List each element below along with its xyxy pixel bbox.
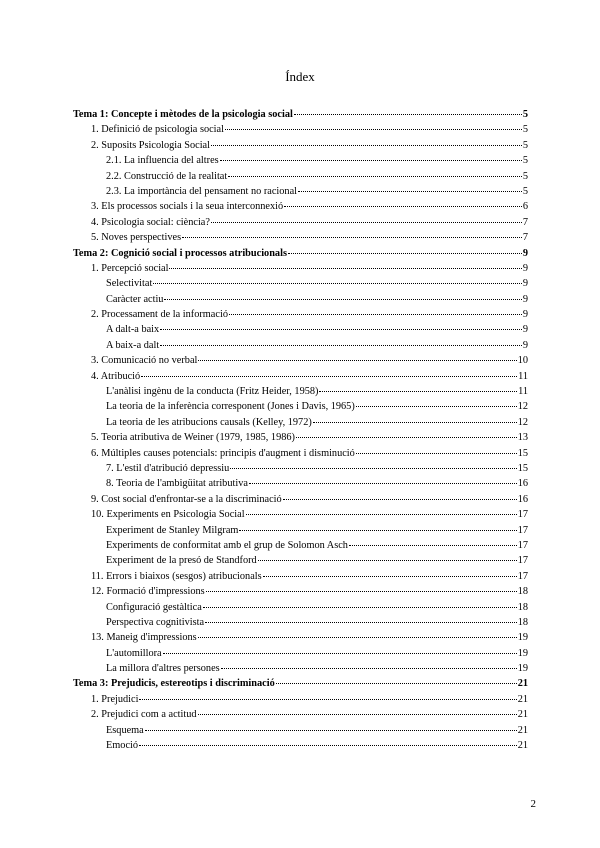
toc-dot-leader: [169, 268, 521, 269]
toc-entry[interactable]: [73, 692, 528, 707]
toc-entry[interactable]: [73, 723, 528, 738]
toc-entry-label: Configuració gestàltica: [106, 601, 202, 613]
toc-entry-page: 9: [522, 339, 528, 351]
toc-entry-page: 9: [522, 309, 528, 321]
toc-entry[interactable]: [73, 707, 528, 722]
toc-dot-leader: [263, 576, 517, 577]
toc-entry[interactable]: [73, 153, 528, 168]
toc-entry[interactable]: [73, 292, 528, 307]
toc-entry[interactable]: [73, 430, 528, 445]
toc-entry-label: 2.3. La importància del pensament no racional: [106, 185, 297, 197]
toc-entry-label: La millora d'altres persones: [106, 663, 220, 675]
toc-entry-label: A dalt-a baix: [106, 324, 160, 336]
toc-entry-label: 2. Prejudici com a actitud: [91, 709, 197, 721]
toc-entry-page: 17: [517, 524, 528, 536]
toc-entry-label: L'automillora: [106, 647, 162, 659]
toc-entry-page: 21: [517, 724, 528, 736]
toc-dot-leader: [153, 283, 522, 284]
toc-dot-leader: [288, 253, 522, 254]
toc-entry-page: 5: [522, 185, 528, 197]
toc-entry-page: 18: [517, 586, 528, 598]
toc-entry-page: 5: [522, 139, 528, 151]
toc-entry-label: 11. Errors i biaixos (sesgos) atribucionals: [91, 570, 262, 582]
toc-entry-label: 4. Atribució: [91, 370, 141, 382]
toc-entry-label: La teoria de les atribucions causals (Kelley, 1972): [106, 416, 312, 428]
toc-entry[interactable]: [73, 492, 528, 507]
toc-entry-label: Caràcter actiu: [106, 293, 164, 305]
toc-entry[interactable]: [73, 461, 528, 476]
toc-entry-label: Tema 1: Concepte i mètodes de la psicologia social: [73, 109, 293, 120]
toc-dot-leader: [198, 637, 517, 638]
toc-dot-leader: [298, 191, 522, 192]
toc-entry-page: 17: [517, 509, 528, 521]
toc-entry[interactable]: [73, 261, 528, 276]
toc-entry-label: 3. Comunicació no verbal: [91, 355, 198, 367]
toc-dot-leader: [283, 499, 517, 500]
toc-entry-page: 7: [522, 232, 528, 244]
toc-entry-page: 9: [522, 324, 528, 336]
toc-dot-leader: [239, 530, 516, 531]
toc-entry-page: 6: [522, 201, 528, 213]
toc-entry-label: 5. Noves perspectives: [91, 232, 182, 244]
toc-dot-leader: [228, 176, 522, 177]
toc-dot-leader: [182, 237, 522, 238]
toc-entry-label: 1. Definició de psicologia social: [91, 124, 224, 136]
toc-entry[interactable]: [73, 569, 528, 584]
toc-entry-page: 11: [518, 386, 528, 398]
toc-entry-label: 4. Psicologia social: ciència?: [91, 216, 210, 228]
toc-entry-page: 5: [522, 155, 528, 167]
toc-entry-page: 19: [517, 663, 528, 675]
toc-entry[interactable]: [73, 138, 528, 153]
toc-entry-label: Esquema: [106, 724, 144, 736]
toc-entry-page: 9: [522, 293, 528, 305]
table-of-contents: [73, 107, 528, 753]
toc-entry[interactable]: [73, 399, 528, 414]
toc-entry[interactable]: [73, 738, 528, 753]
toc-entry-label: 13. Maneig d'impressions: [91, 632, 197, 644]
toc-entry[interactable]: [73, 415, 528, 430]
toc-entry-page: 12: [517, 416, 528, 428]
toc-entry[interactable]: [73, 276, 528, 291]
toc-entry[interactable]: [73, 584, 528, 599]
toc-entry-label: 2. Suposits Psicologia Social: [91, 139, 210, 151]
toc-dot-leader: [160, 329, 522, 330]
toc-entry-label: Experiments de conformitat amb el grup de Solomon Asch: [106, 539, 348, 551]
toc-dot-leader: [258, 560, 517, 561]
toc-entry-label: 3. Els processos socials i la seua interconnexió: [91, 201, 284, 213]
toc-entry[interactable]: [73, 553, 528, 568]
toc-dot-leader: [198, 714, 517, 715]
toc-entry-page: 15: [517, 462, 528, 474]
toc-entry-page: 18: [517, 601, 528, 613]
toc-entry-page: 19: [517, 647, 528, 659]
toc-entry-label: 8. Teoria de l'ambigüitat atributiva: [106, 478, 248, 490]
toc-dot-leader: [145, 730, 517, 731]
toc-dot-leader: [349, 545, 517, 546]
toc-entry-page: 13: [517, 432, 528, 444]
toc-entry-label: A baix-a dalt: [106, 339, 160, 351]
toc-entry[interactable]: [73, 307, 528, 322]
page-title: Índex: [285, 69, 315, 84]
toc-dot-leader: [356, 406, 517, 407]
toc-entry[interactable]: [73, 600, 528, 615]
toc-entry[interactable]: [73, 384, 528, 399]
toc-entry[interactable]: [73, 369, 528, 384]
toc-entry-label: Experiment de Stanley Milgram: [106, 524, 239, 536]
toc-entry-label: Tema 3: Prejudicis, estereotips i discriminació: [73, 678, 275, 690]
toc-entry[interactable]: [73, 230, 528, 245]
toc-dot-leader: [246, 514, 517, 515]
toc-dot-leader: [220, 160, 522, 161]
toc-entry-label: 1. Percepció social: [91, 262, 169, 274]
toc-entry-label: 7. L'estil d'atribució depressiu: [106, 462, 230, 474]
toc-entry-label: La teoria de la inferència corresponent (Jones i Davis, 1965): [106, 401, 355, 413]
toc-entry-label: 2.1. La influencia del altres: [106, 155, 219, 167]
toc-entry-label: Emoció: [106, 740, 139, 752]
toc-entry-page: 9: [522, 278, 528, 290]
toc-entry-page: 10: [517, 355, 528, 367]
toc-chapter-entry[interactable]: [73, 107, 528, 122]
toc-entry-page: 5: [522, 109, 528, 120]
toc-dot-leader: [211, 222, 522, 223]
toc-entry-label: 9. Cost social d'enfrontar-se a la discriminació: [91, 493, 282, 505]
toc-entry-page: 17: [517, 539, 528, 551]
toc-dot-leader: [294, 114, 522, 115]
toc-entry[interactable]: [73, 353, 528, 368]
toc-entry-label: Experiment de la presó de Standford: [106, 555, 257, 567]
toc-dot-leader: [139, 745, 517, 746]
toc-entry-page: 17: [517, 555, 528, 567]
toc-dot-leader: [356, 453, 517, 454]
toc-entry[interactable]: [73, 538, 528, 553]
toc-entry-label: Tema 2: Cognició social i processos atribucionals: [73, 247, 287, 259]
toc-dot-leader: [205, 622, 517, 623]
toc-dot-leader: [211, 145, 522, 146]
toc-entry-page: 16: [517, 493, 528, 505]
toc-dot-leader: [163, 653, 517, 654]
toc-entry[interactable]: [73, 215, 528, 230]
toc-entry-label: 12. Formació d'impressions: [91, 586, 205, 598]
toc-dot-leader: [198, 360, 516, 361]
toc-entry-page: 5: [522, 124, 528, 136]
toc-entry[interactable]: [73, 630, 528, 645]
toc-dot-leader: [313, 422, 517, 423]
toc-entry[interactable]: [73, 322, 528, 337]
toc-dot-leader: [319, 391, 517, 392]
toc-entry-label: 10. Experiments en Psicologia Social: [91, 509, 245, 521]
toc-entry-page: 16: [517, 478, 528, 490]
toc-entry-page: 17: [517, 570, 528, 582]
toc-entry-page: 11: [518, 370, 528, 382]
toc-dot-leader: [141, 376, 517, 377]
toc-entry-label: Perspectiva cognitivista: [106, 616, 205, 628]
toc-dot-leader: [139, 699, 516, 700]
toc-entry[interactable]: [73, 523, 528, 538]
toc-dot-leader: [229, 314, 522, 315]
toc-chapter-entry[interactable]: [73, 246, 528, 261]
toc-entry-page: 18: [517, 616, 528, 628]
toc-entry[interactable]: [73, 169, 528, 184]
toc-entry[interactable]: [73, 446, 528, 461]
toc-entry-label: 5. Teoria atributiva de Weiner (1979, 1985, 1986): [91, 432, 295, 444]
toc-entry-page: 9: [522, 262, 528, 274]
toc-entry-page: 21: [517, 740, 528, 752]
toc-entry-page: 15: [517, 447, 528, 459]
page-number: 2: [530, 798, 536, 810]
toc-dot-leader: [206, 591, 517, 592]
toc-entry-page: 7: [522, 216, 528, 228]
toc-dot-leader: [225, 129, 522, 130]
toc-chapter-entry[interactable]: [73, 676, 528, 691]
toc-entry[interactable]: [73, 661, 528, 676]
toc-entry-page: 21: [517, 693, 528, 705]
toc-entry-label: Selectivitat: [106, 278, 153, 290]
toc-dot-leader: [296, 437, 517, 438]
toc-entry[interactable]: [73, 507, 528, 522]
toc-dot-leader: [249, 483, 517, 484]
toc-dot-leader: [164, 299, 521, 300]
toc-dot-leader: [276, 683, 517, 684]
toc-entry-label: L'anàlisi ingènu de la conducta (Fritz Heider, 1958): [106, 386, 319, 398]
toc-entry-label: 2.2. Construcció de la realitat: [106, 170, 228, 182]
toc-entry[interactable]: [73, 646, 528, 661]
toc-entry-page: 21: [517, 678, 528, 690]
toc-entry[interactable]: [73, 476, 528, 491]
toc-entry-page: 5: [522, 170, 528, 182]
toc-entry[interactable]: [73, 122, 528, 137]
toc-dot-leader: [284, 206, 522, 207]
toc-dot-leader: [221, 668, 517, 669]
toc-dot-leader: [160, 345, 522, 346]
toc-entry[interactable]: [73, 184, 528, 199]
toc-entry-page: 19: [517, 632, 528, 644]
toc-entry-page: 9: [522, 247, 528, 259]
toc-entry-label: 1. Prejudici: [91, 693, 139, 705]
toc-entry-page: 21: [517, 709, 528, 721]
toc-entry-page: 12: [517, 401, 528, 413]
toc-entry-label: 6. Múltiples causes potencials: principis d'augment i disminució: [91, 447, 355, 459]
toc-entry-label: 2. Processament de la informació: [91, 309, 228, 321]
toc-dot-leader: [203, 607, 517, 608]
toc-entry[interactable]: [73, 615, 528, 630]
toc-entry[interactable]: [73, 338, 528, 353]
toc-entry[interactable]: [73, 199, 528, 214]
toc-dot-leader: [230, 468, 516, 469]
